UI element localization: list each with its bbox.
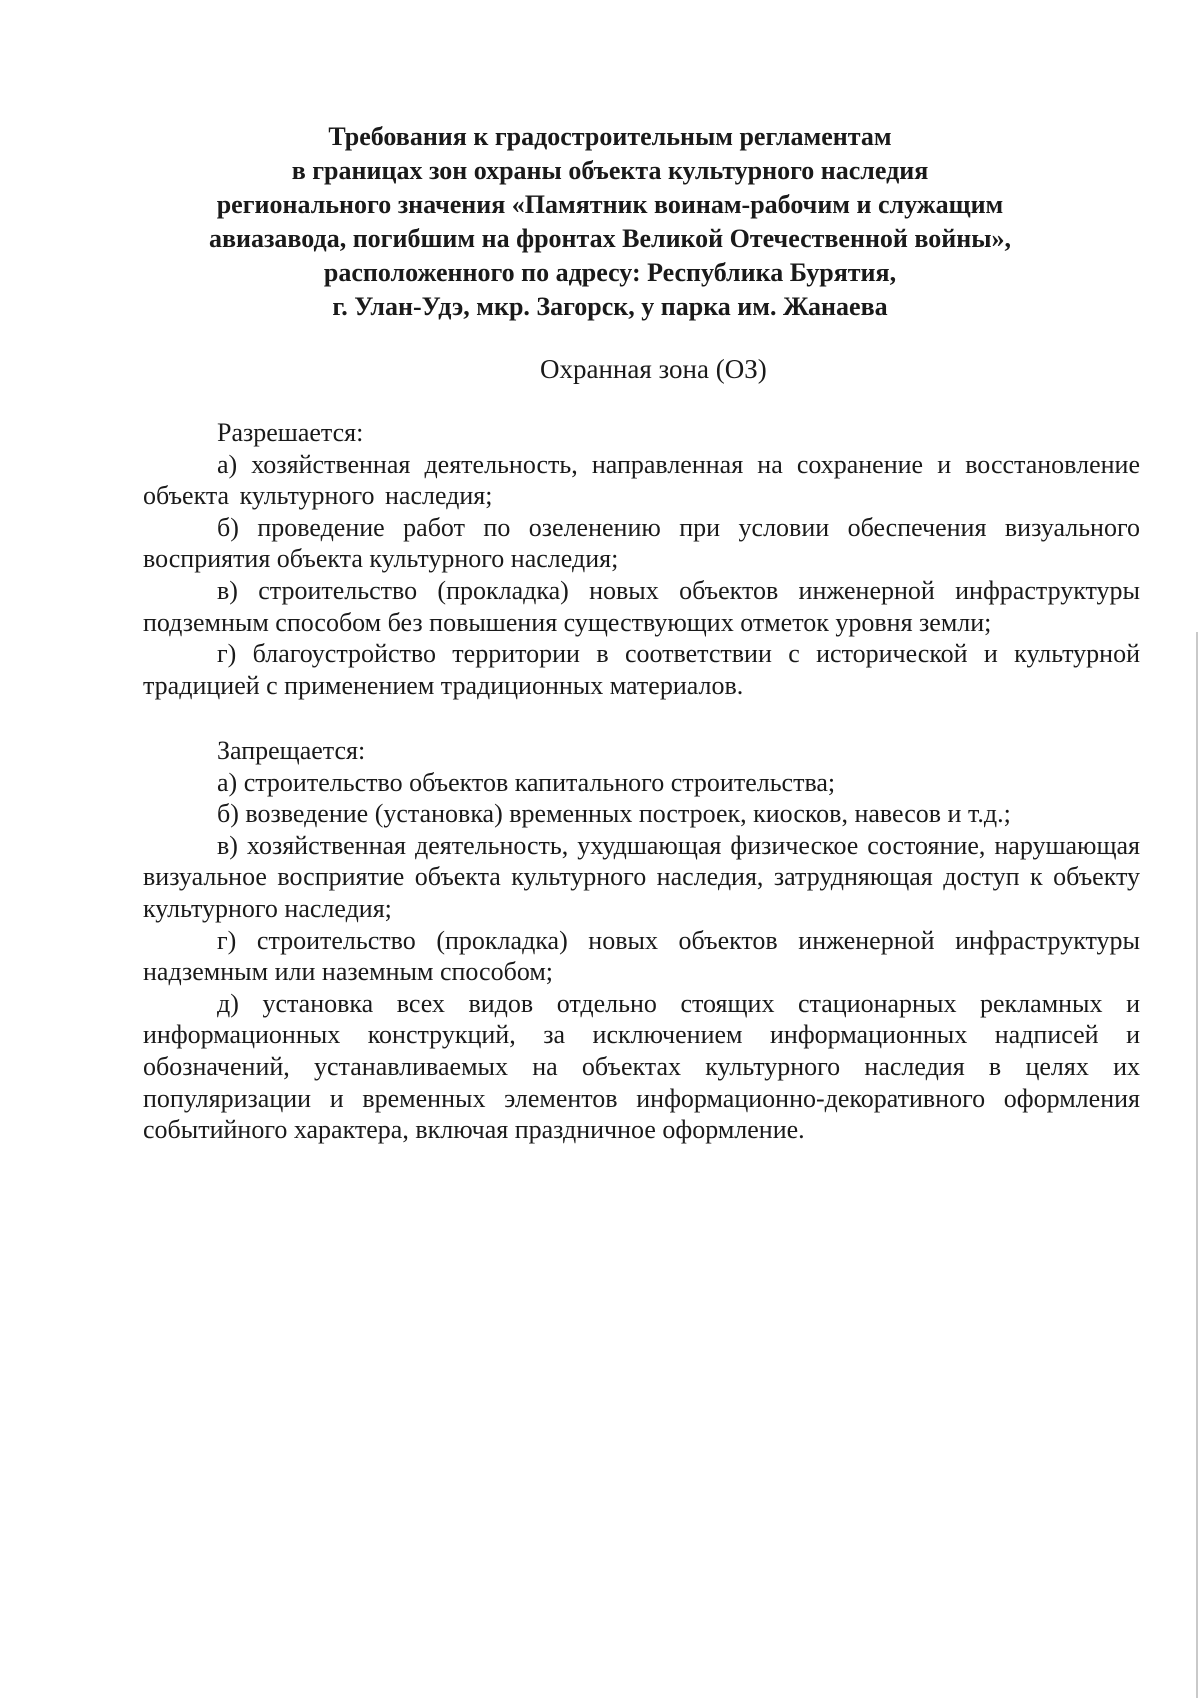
title-line: Требования к градостроительным регламентам xyxy=(328,122,892,151)
allowed-item: г) благоустройство территории в соответствии с исторической и культурной традицией с применением традиционных материалов. xyxy=(143,639,1140,700)
forbidden-item: б) возведение (установка) временных построек, киосков, навесов и т.д.; xyxy=(217,799,1011,829)
forbidden-item: д) установка всех видов отдельно стоящих стационарных рекламных и информационных конструкций, за исключением информационных надписей и обозначений, устанавливаемых на объектах культурного наследия в целях их популяризации и временных элементов информационно-декоративного оформления событийного характера, включая праздничное оформление. xyxy=(143,988,1140,1145)
forbidden-item: а) строительство объектов капитального строительства; xyxy=(217,767,836,797)
allowed-item: в) строительство (прокладка) новых объектов инженерной инфраструктуры подземным способом без повышения существующих отметок уровня земли; xyxy=(143,575,1140,637)
scan-edge-line xyxy=(1196,632,1198,1698)
forbidden-heading: Запрещается: xyxy=(217,736,366,765)
document-title xyxy=(140,120,1080,324)
title-line: в границах зон охраны объекта культурного наследия xyxy=(291,156,929,185)
title-line: расположенного по адресу: Республика Бурятия, xyxy=(323,258,897,287)
allowed-section xyxy=(143,417,1140,701)
forbidden-section xyxy=(143,735,1140,1146)
allowed-heading: Разрешается: xyxy=(217,418,364,447)
forbidden-item: в) хозяйственная деятельность, ухудшающая физическое состояние, нарушающая визуальное восприятие объекта культурного наследия, затрудняющая доступ к объекту культурного наследия; xyxy=(143,830,1140,923)
title-line: регионального значения «Памятник воинам-рабочим и служащим xyxy=(216,190,1004,219)
forbidden-item: г) строительство (прокладка) новых объектов инженерной инфраструктуры надземным или наземным способом; xyxy=(143,925,1140,987)
title-line: авиазавода, погибшим на фронтах Великой Отечественной войны», xyxy=(208,224,1012,253)
zone-title: Охранная зона (ОЗ) xyxy=(540,354,767,384)
allowed-item: а) хозяйственная деятельность, направленная на сохранение и восстановление объекта культурного наследия; xyxy=(143,449,1140,511)
title-line: г. Улан-Удэ, мкр. Загорск, у парка им. Жанаева xyxy=(332,292,888,321)
allowed-item: б) проведение работ по озеленению при условии обеспечения визуального восприятия объекта культурного наследия; xyxy=(143,512,1140,574)
